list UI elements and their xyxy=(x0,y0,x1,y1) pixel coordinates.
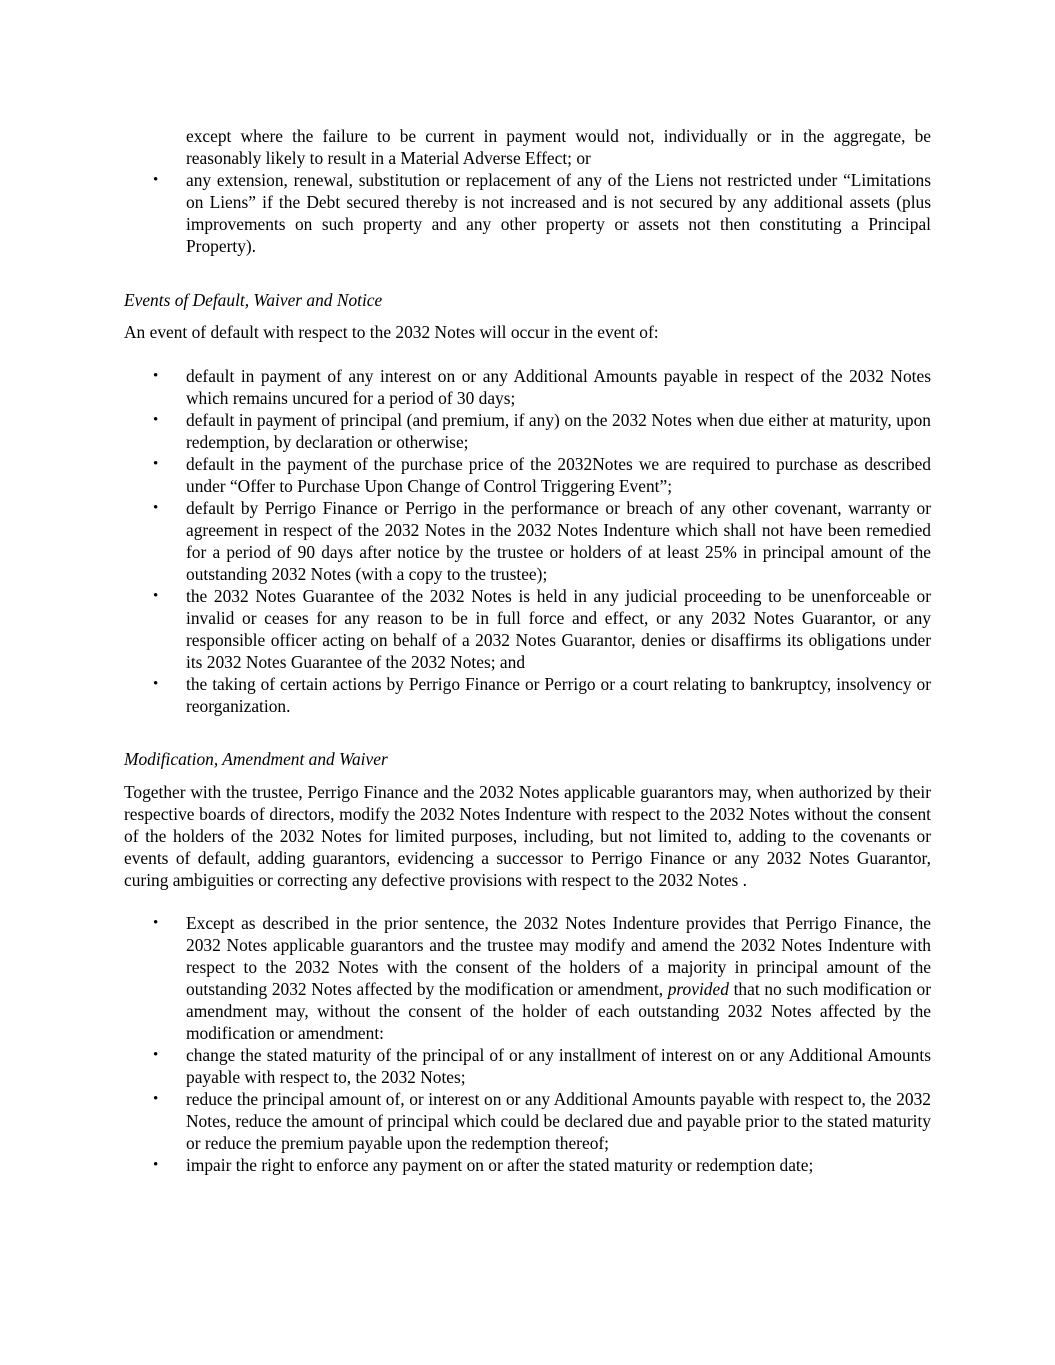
bullet-icon: • xyxy=(153,1157,159,1173)
list-item: • default in payment of any interest on or any Additional Amounts payable in respect of the 2032 Notes which remains uncured for a period of 30 days; xyxy=(153,366,931,408)
list-item: • default in the payment of the purchase price of the 2032Notes we are required to purchase as described under “Offer to Purchase Upon Change of Control Triggering Event”; xyxy=(153,454,931,496)
list-item: • the 2032 Notes Guarantee of the 2032 Notes is held in any judicial proceeding to be unenforceable or invalid or ceases for any reason to be in full force and effect, or any 2032 Notes Guarantor, or any responsible officer acting on behalf of a 2032 Notes Guarantor, denies or disaffirms its obligations under its 2032 Notes Guarantee of the 2032 Notes; and xyxy=(153,586,931,672)
events-of-default-list xyxy=(124,365,931,717)
section-heading-events-of-default: Events of Default, Waiver and Notice xyxy=(124,290,383,310)
bullet-icon: • xyxy=(153,368,159,384)
list-item: • default in payment of principal (and premium, if any) on the 2032 Notes when due either at maturity, upon redemption, by declaration or otherwise; xyxy=(153,410,931,452)
list-item: • the taking of certain actions by Perrigo Finance or Perrigo or a court relating to bankruptcy, insolvency or reorganization. xyxy=(153,674,931,716)
list-item: • reduce the principal amount of, or interest on or any Additional Amounts payable with respect to, the 2032 Notes, reduce the amount of principal which could be declared due and payable prior to the stated maturity or reduce the premium payable upon the redemption thereof; xyxy=(153,1089,931,1153)
list-item: • default by Perrigo Finance or Perrigo in the performance or breach of any other covenant, warranty or agreement in respect of the 2032 Notes in the 2032 Notes Indenture which shall not have been remedied for a period of 90 days after notice by the trustee or holders of at least 25% in principal amount of the outstanding 2032 Notes (with a copy to the trustee); xyxy=(153,498,931,584)
bullet-icon: • xyxy=(153,456,159,472)
continuation-paragraph: except where the failure to be current in payment would not, individually or in the aggregate, be reasonably likely to result in a Material Adverse Effect; or xyxy=(186,126,931,168)
events-intro: An event of default with respect to the 2032 Notes will occur in the event of: xyxy=(124,322,659,342)
document-page xyxy=(124,125,931,1176)
provided-italic: provided xyxy=(667,979,729,999)
section-heading-modification: Modification, Amendment and Waiver xyxy=(124,749,388,769)
list-item: • impair the right to enforce any payment on or after the stated maturity or redemption date; xyxy=(153,1155,814,1175)
bullet-icon: • xyxy=(153,588,159,604)
lien-exceptions-list xyxy=(124,169,931,257)
bullet-icon: • xyxy=(153,1047,159,1063)
list-item: • any extension, renewal, substitution or replacement of any of the Liens not restricted under “Limitations on Liens” if the Debt secured thereby is not increased and is not secured by any additional assets (plus improvements on such property and any other property or assets not then constituting a Principal Property). xyxy=(153,170,931,256)
bullet-icon: • xyxy=(153,412,159,428)
bullet-icon: • xyxy=(153,915,159,931)
bullet-icon: • xyxy=(153,1091,159,1107)
bullet-icon: • xyxy=(153,500,159,516)
list-item: • change the stated maturity of the principal of or any installment of interest on or any Additional Amounts payable with respect to, the 2032 Notes; xyxy=(153,1045,931,1087)
modification-paragraph: Together with the trustee, Perrigo Finance and the 2032 Notes applicable guarantors may, when authorized by their respective boards of directors, modify the 2032 Notes Indenture with respect to the 2032 Notes without the consent of the holders of the 2032 Notes for limited purposes, including, but not limited to, adding to the covenants or events of default, adding guarantors, evidencing a successor to Perrigo Finance or any 2032 Notes Guarantor, curing ambiguities or correcting any defective provisions with respect to the 2032 Notes . xyxy=(124,782,931,890)
list-item: • Except as described in the prior sentence, the 2032 Notes Indenture provides that Perrigo Finance, the 2032 Notes applicable guarantors and the trustee may modify and amend the 2032 Notes Indenture with respect to the 2032 Notes with the consent of the holders of a majority in principal amount of the outstanding 2032 Notes affected by the modification or amendment, provided that no such modification or amendment may, without the consent of the holder of each outstanding 2032 Notes affected by the modification or amendment: xyxy=(153,913,931,1043)
bullet-icon: • xyxy=(153,676,159,692)
bullet-icon: • xyxy=(153,172,159,188)
modification-list xyxy=(124,912,931,1176)
